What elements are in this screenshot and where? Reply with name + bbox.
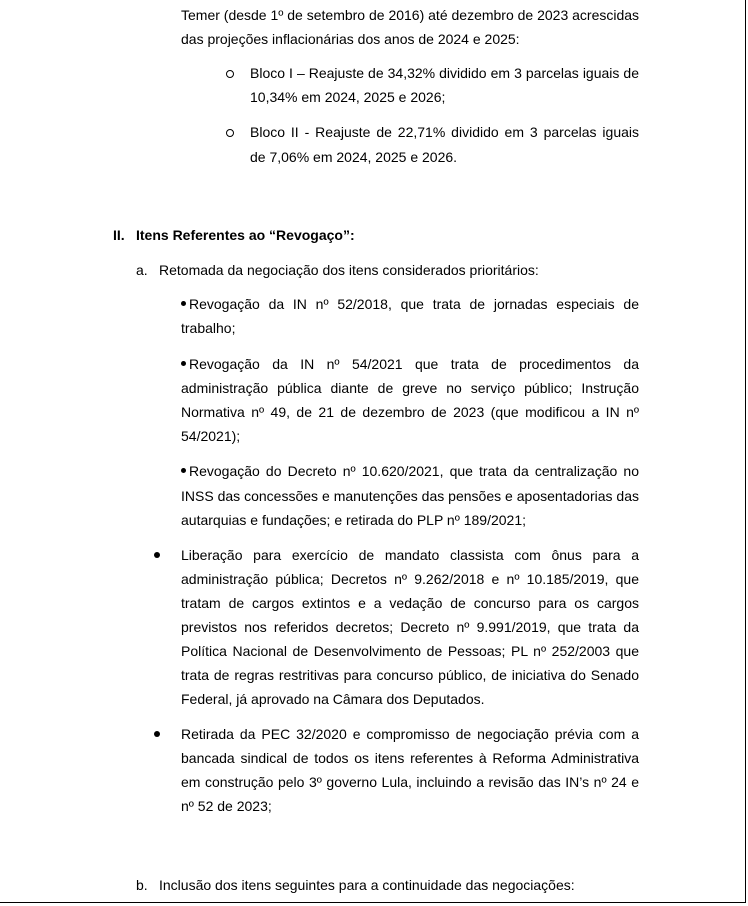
bullet-dot-icon [154, 731, 160, 737]
text-line: administração pública; Decretos nº 9.262/2018 e nº 10.185/2019, que [181, 571, 639, 587]
text-line: nº 52 de 2023; [181, 798, 272, 814]
item-text: Inclusão dos itens seguintes para a continuidade das negociações: [159, 877, 575, 893]
text-line: tratam de cargos extintos e a vedação de concurso para os cargos [181, 595, 639, 611]
text-line: Revogação da IN nº 52/2018, que trata de jornadas especiais de [189, 296, 639, 312]
text-line: Federal, já aprovado na Câmara dos Deputados. [181, 691, 485, 707]
text-line: autarquias e fundações; e retirada do PLP nº 189/2021; [181, 512, 526, 528]
text-line: bancada sindical de todos os itens referentes à Reforma Administrativa [181, 750, 639, 766]
text-line: Bloco II - Reajuste de 22,71% dividido em 3 parcelas iguais [250, 124, 639, 140]
text-line: administração pública diante de greve no serviço público; Instrução [181, 380, 639, 396]
circle-bullet-icon [226, 70, 234, 78]
text-line: Revogação da IN nº 54/2021 que trata de procedimentos da [189, 356, 639, 372]
bullet-dot-icon [181, 468, 186, 473]
text-line: Normativa nº 49, de 21 de dezembro de 2023 (que modificou a IN nº [181, 404, 639, 420]
text-line: Retirada da PEC 32/2020 e compromisso de negociação prévia com a [181, 726, 639, 742]
text-line: trata de regras restritivas para concurso público, de iniciativa do Senado [181, 667, 639, 683]
section-title: Itens Referentes ao “Revogaço”: [136, 227, 355, 243]
text-line: 54/2021); [181, 428, 241, 444]
text-line: Liberação para exercício de mandato classista com ônus para a [181, 547, 639, 563]
bullet-dot-icon [181, 301, 186, 306]
text-line: previstos nos referidos decretos; Decreto nº 9.991/2019, que trata da [181, 619, 639, 635]
section-number: II. [113, 227, 125, 243]
circle-bullet-icon [226, 129, 234, 137]
text-line: das projeções inflacionárias dos anos de 2024 e 2025: [181, 31, 520, 47]
bullet-dot-icon [154, 552, 160, 558]
text-line: Política Nacional de Desenvolvimento de Pessoas; PL nº 252/2003 que [181, 643, 639, 659]
item-letter: b. [136, 877, 148, 893]
text-line: INSS das concessões e manutenções das pensões e aposentadorias das [181, 488, 639, 504]
item-text: Retomada da negociação dos itens considerados prioritários: [159, 262, 539, 278]
text-line: Temer (desde 1º de setembro de 2016) até dezembro de 2023 acrescidas [181, 7, 640, 23]
text-line: de 7,06% em 2024, 2025 e 2026. [250, 149, 458, 165]
text-line: em construção pelo 3º governo Lula, incluindo a revisão das IN’s nº 24 e [181, 774, 639, 790]
text-line: Revogação do Decreto nº 10.620/2021, que trata da centralização no [189, 463, 639, 479]
bullet-dot-icon [181, 361, 186, 366]
text-line: trabalho; [181, 320, 236, 336]
item-letter: a. [136, 262, 148, 278]
text-line: Bloco I – Reajuste de 34,32% dividido em 3 parcelas iguais de [250, 65, 639, 81]
text-line: 10,34% em 2024, 2025 e 2026; [250, 89, 446, 105]
